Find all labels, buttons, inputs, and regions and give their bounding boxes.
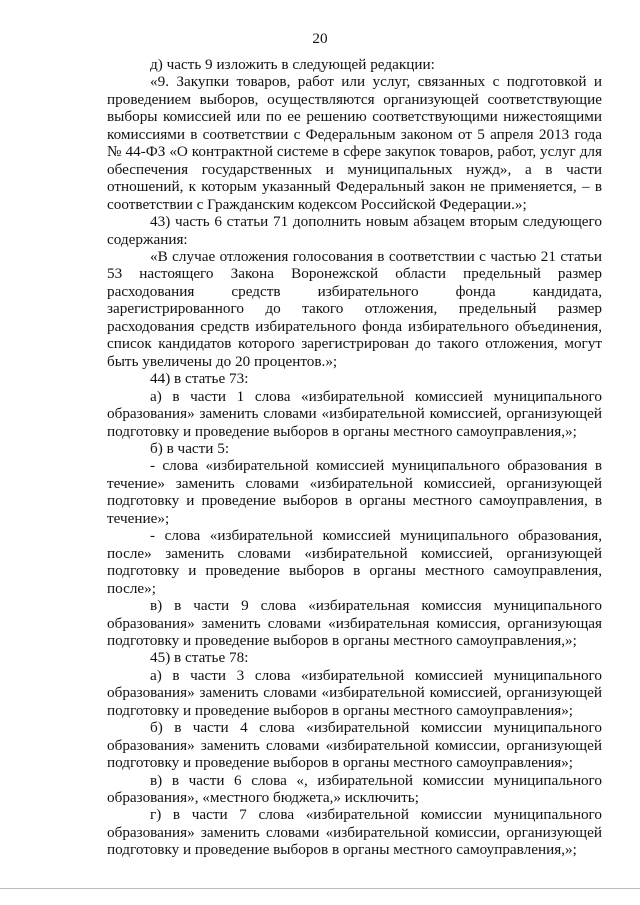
- paragraph-3: 43) часть 6 статьи 71 дополнить новым абзацем вторым следующего содержания:: [107, 213, 602, 248]
- paragraph-7: б) в части 5:: [150, 439, 230, 457]
- paragraph-15: г) в части 7 слова «избирательной комиссии муниципального образования» заменить словами «избирательной комиссии, организующей подготовку и проведение выборов в органы местного самоуправления,»;: [107, 806, 602, 859]
- paragraph-6: а) в части 1 слова «избирательной комиссией муниципального образования» заменить словами «избирательной комиссией, организующей подготовку и проведение выборов в органы местного самоуправления,»;: [107, 387, 602, 440]
- paragraph-11: 45) в статье 78:: [150, 649, 249, 667]
- paragraph-10: в) в части 9 слова «избирательная комиссия муниципального образования» заменить словами «избирательная комиссия, организующая подготовку и проведение выборов в органы местного самоуправления,»;: [107, 597, 602, 649]
- paragraph-13: б) в части 4 слова «избирательной комиссии муниципального образования» заменить словами «избирательной комиссии, организующей подготовку и проведение выборов в органы местного самоуправления»;: [107, 719, 602, 772]
- paragraph-4: «В случае отложения голосования в соответствии с частью 21 статьи 53 настоящего Закона Воронежской области предельный размер расходования средств избирательного фонда кандидата, зарегистрированного до такого отложения, предельный размер расходования средств избирательного фонда избирательного объединения, список кандидатов которого зарегистрирован до такого отложения, могут быть увеличены до 20 процентов.»;: [107, 247, 602, 370]
- paragraph-5: 44) в статье 73:: [150, 370, 249, 388]
- paragraph-9: - слова «избирательной комиссией муниципального образования, после» заменить словами «избирательной комиссией, организующей подготовку и проведение выборов в органы местного самоуправления, после»;: [107, 527, 602, 597]
- paragraph-12: а) в части 3 слова «избирательной комиссией муниципального образования» заменить словами «избирательной комиссией, организующей подготовку и проведение выборов в органы местного самоуправления»;: [107, 666, 602, 719]
- page-number: 20: [312, 30, 328, 47]
- page-bottom-divider: [0, 888, 640, 889]
- paragraph-1: д) часть 9 изложить в следующей редакции:: [150, 56, 435, 73]
- document-body: [107, 56, 602, 859]
- paragraph-2: «9. Закупки товаров, работ или услуг, связанных с подготовкой и проведением выборов, осуществляются организующей соответствующие выборы комиссией или по ее решению соответствующими нижестоящими комиссиями в соответствии с Федеральным законом от 5 апреля 2013 года № 44-ФЗ «О контрактной системе в сфере закупок товаров, работ, услуг для обеспечения государственных и муниципальных нужд», а в части отношений, к которым указанный Федеральный закон не применяется, – в соответствии с Гражданским кодексом Российской Федерации.»;: [107, 73, 602, 213]
- paragraph-8: - слова «избирательной комиссией муниципального образования в течение» заменить словами «избирательной комиссией, организующей подготовку и проведение выборов в органы местного самоуправления, в течение»;: [107, 457, 602, 527]
- paragraph-14: в) в части 6 слова «, избирательной комиссии муниципального образования», «местного бюджета,» исключить;: [107, 771, 602, 807]
